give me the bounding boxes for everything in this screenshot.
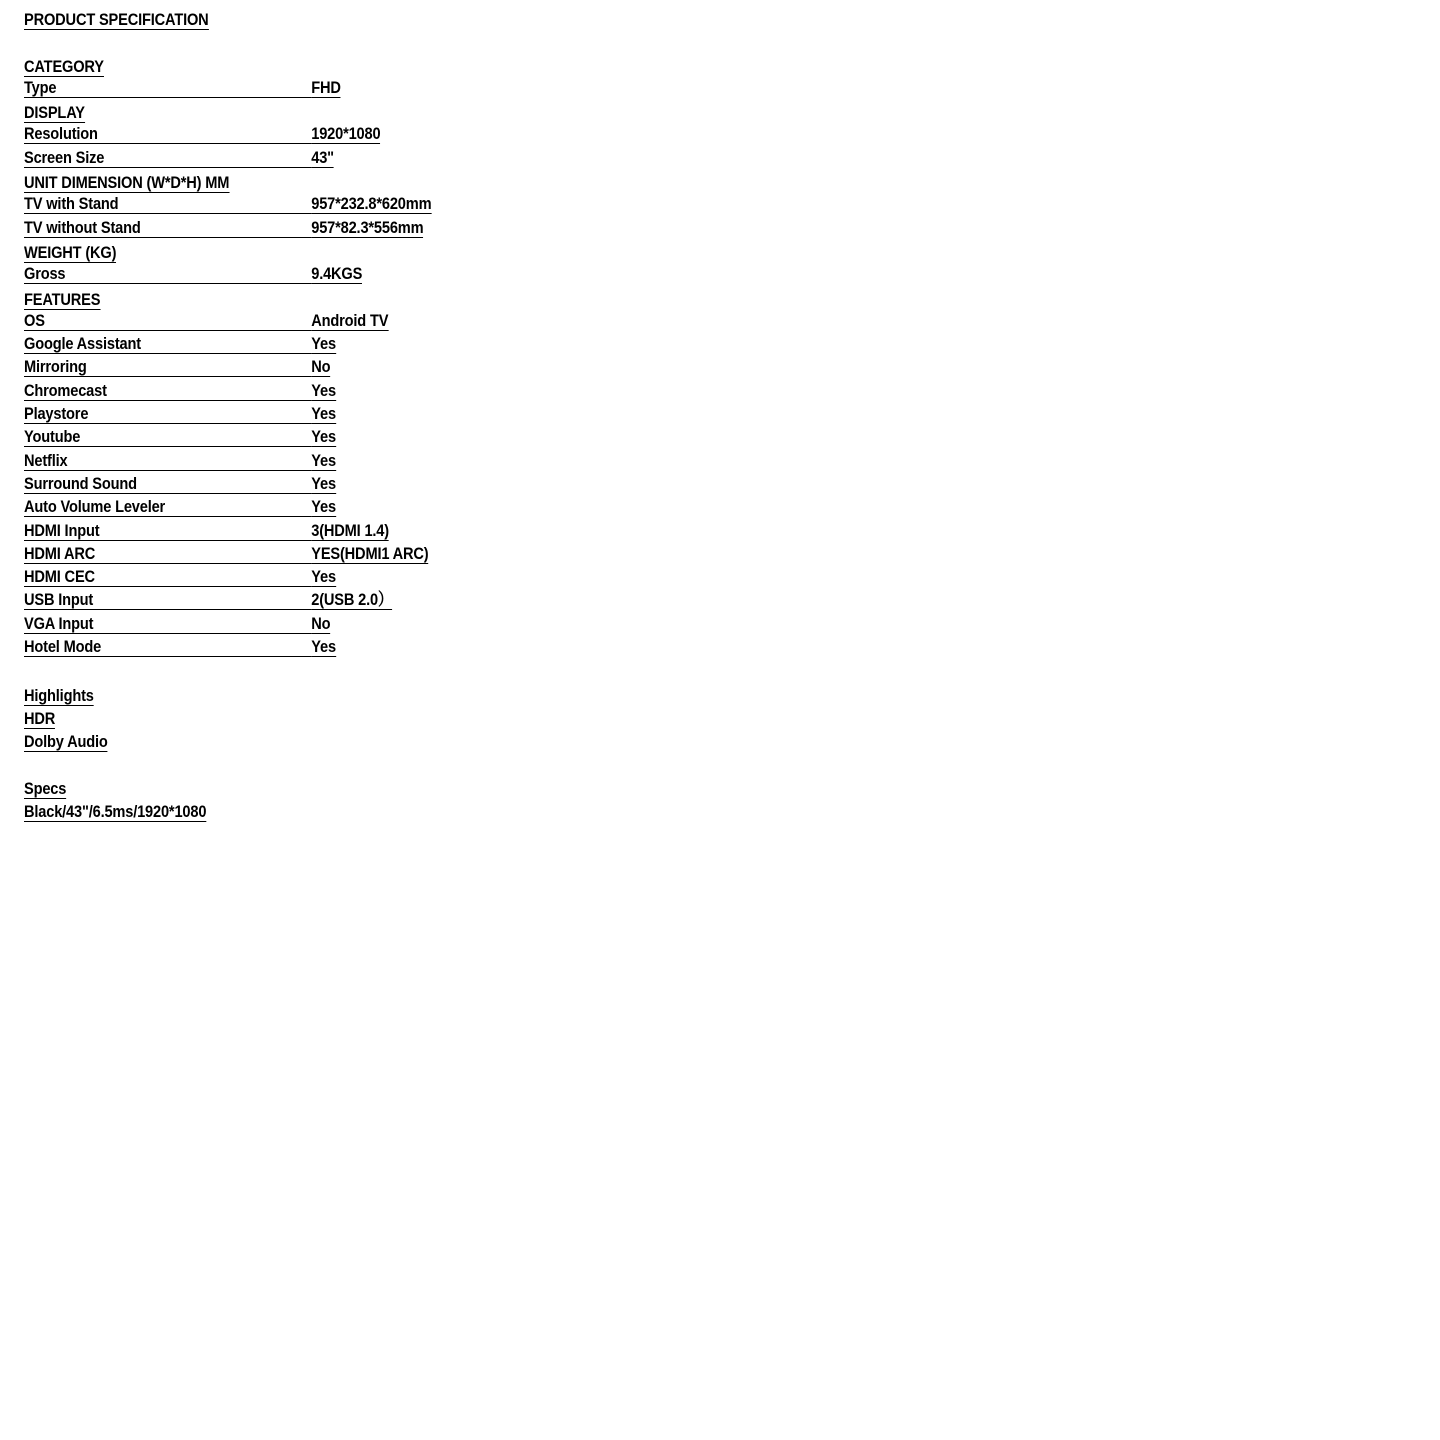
spec-key: Surround Sound xyxy=(24,474,311,494)
spec-value: Yes xyxy=(311,497,336,517)
spec-value: Yes xyxy=(311,334,336,354)
spec-key: HDMI Input xyxy=(24,521,311,541)
spec-key: Hotel Mode xyxy=(24,637,311,657)
spec-row-google-assistant xyxy=(24,334,1221,357)
spec-key: HDMI CEC xyxy=(24,567,311,587)
highlight-item: Dolby Audio xyxy=(24,732,108,752)
spec-row-netflix xyxy=(24,451,1221,474)
spec-key: TV without Stand xyxy=(24,218,311,238)
highlight-item: HDR xyxy=(24,708,56,728)
section-heading-display: DISPLAY xyxy=(24,103,85,123)
spec-key: Screen Size xyxy=(24,148,311,168)
spec-row-mirroring xyxy=(24,357,1221,380)
section-heading-features: FEATURES xyxy=(24,289,101,309)
spec-value: 3(HDMI 1.4) xyxy=(311,520,389,540)
spec-row-gross xyxy=(24,264,1221,287)
spec-key: Resolution xyxy=(24,124,311,144)
spec-key: Auto Volume Leveler xyxy=(24,497,311,517)
spec-key: OS xyxy=(24,311,311,331)
spec-row-playstore xyxy=(24,404,1221,427)
spacer xyxy=(24,754,1416,777)
spec-row-hdmi-cec xyxy=(24,567,1221,590)
spec-row-screen-size xyxy=(24,148,1221,171)
spec-key: Youtube xyxy=(24,427,311,447)
spec-key: Netflix xyxy=(24,451,311,471)
spec-row-hdmi-arc xyxy=(24,544,1221,567)
spec-key: VGA Input xyxy=(24,614,311,634)
spec-value: YES(HDMI1 ARC) xyxy=(311,543,429,563)
spec-value: 957*82.3*556mm xyxy=(311,217,424,237)
spec-value: No xyxy=(311,357,331,377)
spec-row-tv-with-stand xyxy=(24,194,1221,217)
section-heading-unit-dimension: UNIT DIMENSION (W*D*H) MM xyxy=(24,173,230,193)
spec-value: FHD xyxy=(311,77,341,97)
spec-row-usb-input xyxy=(24,590,1221,613)
spec-value: Yes xyxy=(311,380,336,400)
spec-key: Chromecast xyxy=(24,381,311,401)
spec-row-tv-without-stand xyxy=(24,218,1221,241)
spec-row-hotel-mode xyxy=(24,637,1221,660)
spec-value: Yes xyxy=(311,567,336,587)
spec-row-surround-sound xyxy=(24,474,1221,497)
spec-row-chromecast xyxy=(24,381,1221,404)
section-heading-category: CATEGORY xyxy=(24,56,104,76)
spec-value: Yes xyxy=(311,637,336,657)
spec-key: HDMI ARC xyxy=(24,544,311,564)
spec-row-os xyxy=(24,311,1221,334)
spec-row-youtube xyxy=(24,427,1221,450)
spec-value: 957*232.8*620mm xyxy=(311,194,432,214)
spec-value: 2(USB 2.0） xyxy=(311,590,393,610)
spacer xyxy=(24,660,1416,683)
spec-value: 9.4KGS xyxy=(311,264,363,284)
spec-value: Yes xyxy=(311,473,336,493)
spec-row-hdmi-input xyxy=(24,521,1221,544)
spec-key: Mirroring xyxy=(24,357,311,377)
spec-row-resolution xyxy=(24,124,1221,147)
spec-key: USB Input xyxy=(24,590,311,610)
spec-row-auto-volume-leveler xyxy=(24,497,1221,520)
spec-key: Playstore xyxy=(24,404,311,424)
spacer xyxy=(24,31,1416,54)
spec-value: Yes xyxy=(311,427,336,447)
spec-key: TV with Stand xyxy=(24,194,311,214)
spec-value: No xyxy=(311,613,331,633)
spec-key: Type xyxy=(24,78,311,98)
page-title: PRODUCT SPECIFICATION xyxy=(24,10,209,29)
section-heading-weight: WEIGHT (KG) xyxy=(24,242,117,262)
spec-key: Google Assistant xyxy=(24,334,311,354)
spec-value: 43" xyxy=(311,147,334,167)
spec-value: Android TV xyxy=(311,310,389,330)
spec-value: Yes xyxy=(311,450,336,470)
spec-key: Gross xyxy=(24,264,311,284)
spec-value: Yes xyxy=(311,404,336,424)
spec-row-type xyxy=(24,78,1221,101)
spec-value: 1920*1080 xyxy=(311,124,381,144)
spec-document xyxy=(24,8,1416,823)
spec-row-vga-input xyxy=(24,614,1221,637)
highlights-heading: Highlights xyxy=(24,685,94,705)
specs-heading: Specs xyxy=(24,778,67,798)
specs-item: Black/43"/6.5ms/1920*1080 xyxy=(24,802,207,822)
